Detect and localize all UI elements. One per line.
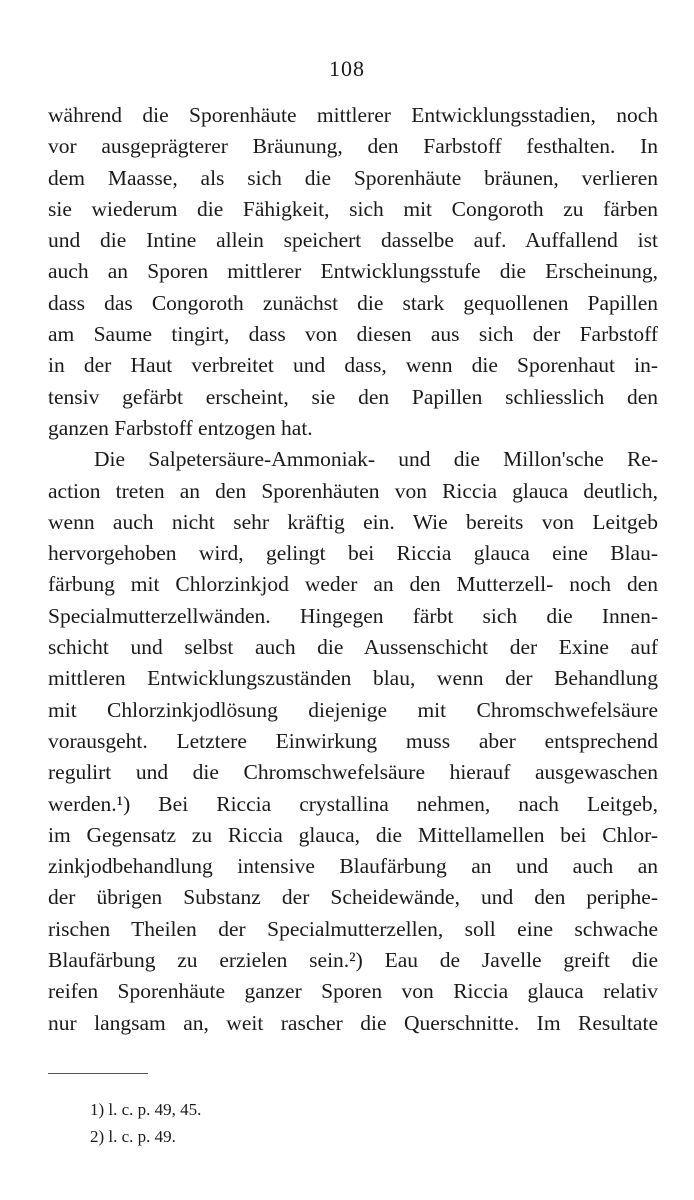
text-line: rischen Theilen der Specialmutterzellen, soll eine schwache: [48, 916, 658, 941]
text-line: dass das Congoroth zunächst die stark gequollenen Papillen: [48, 290, 658, 315]
text-line: reifen Sporenhäute ganzer Sporen von Riccia glauca relativ: [48, 979, 658, 1004]
text-line: werden.¹) Bei Riccia crystallina nehmen, nach Leitgeb,: [48, 791, 658, 816]
text-line: tensiv gefärbt erscheint, sie den Papillen schliesslich den: [48, 384, 658, 409]
text-line: nur langsam an, weit rascher die Querschnitte. Im Resultate: [48, 1010, 658, 1035]
paragraph-2: [48, 444, 658, 1039]
text-line: vorausgeht. Letztere Einwirkung muss aber entsprechend: [48, 728, 658, 753]
body-text: [48, 100, 658, 1039]
text-line: im Gegensatz zu Riccia glauca, die Mittellamellen bei Chlor-: [48, 822, 658, 847]
text-line: der übrigen Substanz der Scheidewände, und den periphe-: [48, 885, 658, 910]
text-line: hervorgehoben wird, gelingt bei Riccia glauca eine Blau-: [48, 541, 658, 566]
footnote-1: 1) l. c. p. 49, 45.: [90, 1100, 202, 1119]
text-line: auch an Sporen mittlerer Entwicklungsstufe die Erscheinung,: [48, 259, 658, 284]
text-line: und die Intine allein speichert dasselbe auf. Auffallend ist: [48, 228, 658, 253]
footnotes: [90, 1096, 201, 1150]
text-line: sie wiederum die Fähigkeit, sich mit Congoroth zu färben: [48, 196, 658, 221]
text-line: wenn auch nicht sehr kräftig ein. Wie bereits von Leitgeb: [48, 509, 658, 534]
text-line: vor ausgeprägterer Bräunung, den Farbstoff festhalten. In: [48, 134, 658, 159]
text-line: während die Sporenhäute mittlerer Entwicklungsstadien, noch: [48, 103, 658, 127]
paragraph-1: [48, 100, 658, 444]
text-line: mittleren Entwicklungszuständen blau, wenn der Behandlung: [48, 666, 658, 691]
text-line: zinkjodbehandlung intensive Blaufärbung an und auch an: [48, 854, 658, 879]
text-line: dem Maasse, als sich die Sporenhäute bräunen, verlieren: [48, 165, 658, 190]
text-line: in der Haut verbreitet und dass, wenn die Sporenhaut in-: [48, 353, 658, 378]
text-line: Die Salpetersäure-Ammoniak- und die Millon'sche Re-: [94, 447, 658, 472]
text-line: färbung mit Chlorzinkjod weder an den Mutterzell- noch den: [48, 572, 658, 597]
text-line: Specialmutterzellwänden. Hingegen färbt sich die Innen-: [48, 603, 658, 628]
text-line: ganzen Farbstoff entzogen hat.: [48, 415, 313, 440]
text-line: schicht und selbst auch die Aussenschicht der Exine auf: [48, 635, 658, 660]
text-line: mit Chlorzinkjodlösung diejenige mit Chromschwefelsäure: [48, 697, 658, 722]
text-line: am Saume tingirt, dass von diesen aus sich der Farbstoff: [48, 322, 658, 347]
page-number: 108: [329, 56, 365, 81]
text-line: action treten an den Sporenhäuten von Riccia glauca deutlich,: [48, 478, 658, 503]
footnote-2: 2) l. c. p. 49.: [90, 1127, 176, 1146]
text-line: regulirt und die Chromschwefelsäure hierauf ausgewaschen: [48, 760, 658, 785]
text-line: Blaufärbung zu erzielen sein.²) Eau de Javelle greift die: [48, 948, 658, 973]
footnote-divider: [48, 1073, 148, 1074]
